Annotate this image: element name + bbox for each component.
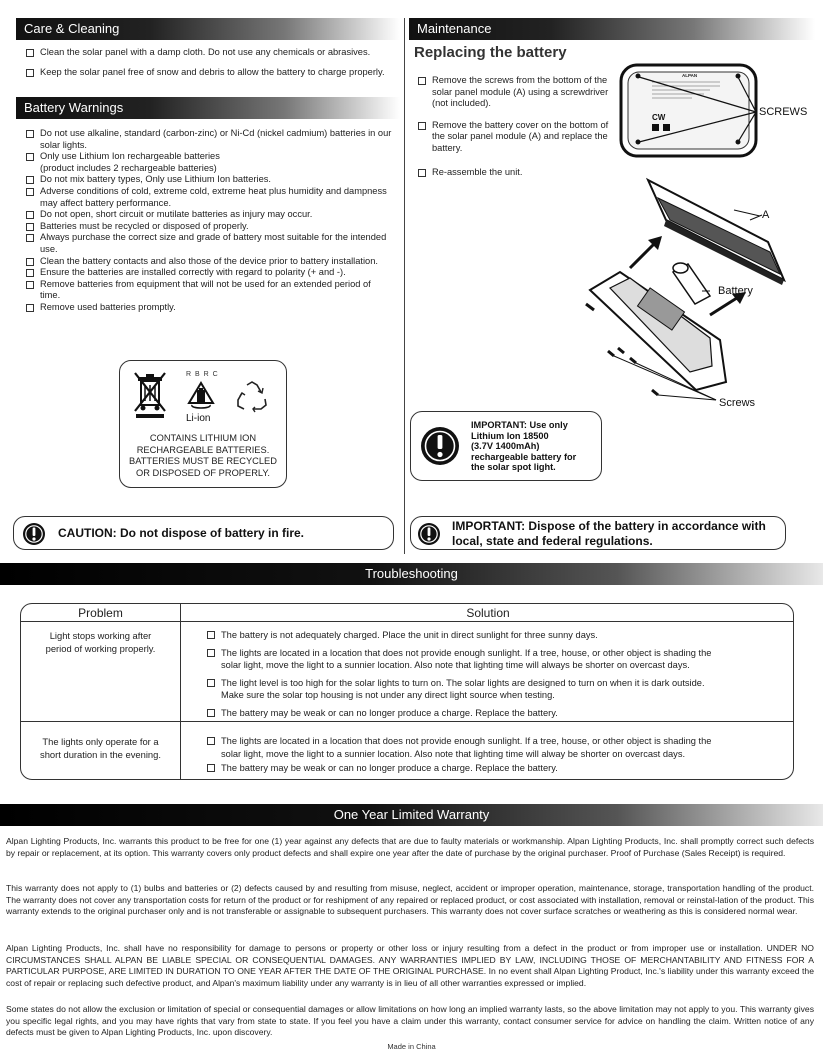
column-divider <box>404 18 405 554</box>
problem-line: short duration in the evening. <box>40 748 161 760</box>
list-item: Only use Lithium Ion rechargeable batteries (product includes 2 rechargeable batteries) <box>20 151 392 174</box>
list-item <box>201 647 791 672</box>
list-item: Remove the battery cover on the bottom of the solar panel module (A) and replace the battery. <box>412 120 618 155</box>
maintenance-title: Maintenance <box>417 21 492 36</box>
column-header-problem: Problem <box>78 606 123 620</box>
care-list <box>20 47 400 78</box>
care-header <box>16 18 400 40</box>
caption-line: RECHARGEABLE BATTERIES. <box>136 444 270 455</box>
caution-message: Do not dispose of battery in fire. <box>116 526 305 540</box>
important-battery-notice <box>410 411 602 481</box>
warranty-title: One Year Limited Warranty <box>333 807 490 822</box>
troubleshooting-table <box>20 603 794 780</box>
list-item: Do not mix battery types, Only use Lithium Ion batteries. <box>20 174 392 186</box>
warnings-header <box>16 97 400 119</box>
replacing-battery-title: Replacing the battery <box>414 44 567 61</box>
list-item: Ensure the batteries are installed correctly with regard to polarity (+ and -). <box>20 267 392 279</box>
warranty-paragraph: Alpan Lighting Products, Inc. warrants this product to be free for one (1) year against any defects that are due to faulty materials or workmanship. Alpan Lighting Products, Inc. shall promptly correct such defects by repair or replacement, at its option. This warranty covers only product defects and shall expire one year after the date of purchase by the original purchaser. Proof of Purchase (Sales Receipt) is required. <box>6 836 814 858</box>
list-item: Keep the solar panel free of snow and debris to allow the battery to charge properly. <box>20 67 400 79</box>
important-battery-text <box>471 420 576 473</box>
device-brand: ALPAN <box>682 73 698 78</box>
notice-line: IMPORTANT: Dispose of the battery in accordance with <box>452 519 766 533</box>
caption-line: BATTERIES MUST BE RECYCLED <box>129 456 277 466</box>
caution-text <box>58 526 304 540</box>
list-item: Clean the solar panel with a damp cloth. Do not use any chemicals or abrasives. <box>20 47 400 59</box>
caption-line: CONTAINS LITHIUM ION <box>149 433 257 443</box>
list-item: Remove the screws from the bottom of the solar panel module (A) using a screwdriver (not included). <box>412 75 618 110</box>
column-header-solution: Solution <box>466 606 510 620</box>
notice-line: local, state and federal regulations. <box>452 534 653 548</box>
list-item: Do not open, short circuit or mutilate batteries as injury may occur. <box>20 209 392 221</box>
warranty-header <box>0 804 823 826</box>
notice-line: the solar spot light. <box>471 462 556 473</box>
exclamation-icon <box>22 522 46 546</box>
solution-line: solar light, move the light to a sunnier location. Also note that lighting time will always be shorter on overcast days. <box>221 660 690 670</box>
warnings-title: Battery Warnings <box>24 100 124 115</box>
warnings-list <box>20 128 392 314</box>
crossed-out-bin-icon <box>132 369 168 419</box>
table-row-solutions <box>201 629 791 719</box>
li-ion-label: Li-ion <box>186 413 211 424</box>
rbrc-label: R B R C <box>186 371 219 378</box>
list-item: Clean the battery contacts and also those of the device prior to battery installation. <box>20 256 392 268</box>
table-row-problem <box>21 736 180 761</box>
battery-label: Battery <box>718 285 753 297</box>
maintenance-header <box>409 18 815 40</box>
list-item: Re-assemble the unit. <box>412 167 618 179</box>
warranty-paragraph: This warranty does not apply to (1) bulbs and batteries or (2) defects caused by and resulting from misuse, neglect, accident or improper operation, maintenance, storage, transportation handling of the product. The warranty does not cover any transportation costs for return of the product or for reshipment of any repaired or replaced product, or cost associated with installation, removal or reinstal-lation of the product. This warranty extends to the original purchaser only and is not transferable or assignable to subsequent purchasers. This warranty does not cover surface scratches or weathering as this is considered normal wear. <box>6 883 814 917</box>
list-item <box>201 762 791 775</box>
warranty-paragraph: Some states do not allow the exclusion or limitation of special or consequential damages or allow limitations on how long an implied warranty lasts, so the above limitation may not apply to you. This warranty gives you specific legal rights, and you may have rights that vary from state to state. If you feel you have a claim under this warranty, contact consumer service for advice on handling the claim. Written notice of any defects must be given to Alpan Lighting Products, Inc. upon discovery. <box>6 1004 814 1038</box>
recycling-notice <box>119 360 287 488</box>
notice-line: IMPORTANT: Use only <box>471 420 568 430</box>
notice-line: rechargeable battery for <box>471 451 577 462</box>
troubleshooting-title: Troubleshooting <box>365 566 458 581</box>
table-row-problem <box>21 630 180 655</box>
screws-label-top: SCREWS <box>759 106 808 118</box>
cw-label: CW <box>652 113 666 122</box>
care-title: Care & Cleaning <box>24 21 120 36</box>
battery-recycle-icon <box>186 381 216 411</box>
caption-line: OR DISPOSED OF PROPERLY. <box>136 467 270 478</box>
list-item: Remove used batteries promptly. <box>20 302 392 314</box>
solution-line: The light level is too high for the solar lights to turn on. The solar lights are designed to turn on when it is dark outside. <box>221 677 705 688</box>
list-item: Do not use alkaline, standard (carbon-zinc) or Ni-Cd (nickel cadmium) batteries in our solar lights. <box>20 128 392 151</box>
list-item: Adverse conditions of cold, extreme cold, extreme heat plus humidity and dampness may affect battery performance. <box>20 186 392 209</box>
notice-line: Lithium Ion 18500 <box>471 430 549 441</box>
important-dispose-text <box>452 519 766 549</box>
solution-line: The lights are located in a location that does not provide enough sunlight. If a tree, house, or other object is shading the <box>221 647 712 658</box>
problem-line: The lights only operate for a <box>42 736 159 747</box>
list-item: Remove batteries from equipment that will not be used for an extended period of time. <box>20 279 392 302</box>
solution-line: Make sure the solar top housing is not under any direct light source when testing. <box>221 690 555 700</box>
caution-notice <box>13 516 394 550</box>
exclamation-icon <box>420 426 460 466</box>
list-item <box>201 707 791 720</box>
table-row-solutions <box>201 735 791 775</box>
list-item: Always purchase the correct size and grade of battery most suitable for the intended use. <box>20 232 392 255</box>
solution-line: The lights are located in a location that does not provide enough sunlight. If a tree, house, or other object is shading the <box>221 736 712 746</box>
solution-line: The battery is not adequately charged. Place the unit in direct sunlight for three sunny days. <box>221 630 598 640</box>
exclamation-icon <box>417 522 441 546</box>
solution-line: The battery may be weak or can no longer produce a charge. Replace the battery. <box>221 707 558 718</box>
list-item <box>201 629 791 642</box>
table-row-divider <box>21 721 793 722</box>
table-column-divider <box>180 604 181 779</box>
maintenance-steps <box>412 75 618 178</box>
problem-line: period of working properly. <box>45 642 156 654</box>
warranty-paragraph: Alpan Lighting Products, Inc. shall have no responsibility for damage to persons or property or other loss or injury resulting from a defect in the product or from improper use or installation. UNDER NO CIRCUMSTANCES SHALL ALPAN BE LIABLE SPECIAL OR CONSEQUENTIAL DAMAGES. ANY WARRANTIES IMPLIED BY LAW, INCLUDING THOSE OF MERCHANTABILITY AND FITNESS FOR A PARTICULAR PURPOSE, ARE LIMITED IN DURATION TO ONE YEAR AFTER THE DATE OF THE ORIGINAL PURCHASE. In no event shall Alpan Lighting Product, Inc.'s liability under this warranty exceed the cost of repair or replacing such defective product, and Alpan's maximum liability under any warranty is in lieu of all other warranties expressed or implied. <box>6 943 814 988</box>
exploded-assembly-diagram <box>570 170 823 410</box>
caution-label: CAUTION: <box>58 526 117 540</box>
troubleshooting-header <box>0 563 823 585</box>
list-item: Batteries must be recycled or disposed of properly. <box>20 221 392 233</box>
notice-line: (3.7V 1400mAh) <box>471 441 540 452</box>
important-dispose-notice <box>410 516 786 550</box>
solution-line: The battery may be weak or can no longer produce a charge. Replace the battery. <box>221 763 558 773</box>
problem-line: Light stops working after <box>49 630 152 641</box>
recycling-caption <box>120 433 286 479</box>
recycle-icon <box>235 381 269 413</box>
made-in-label: Made in China <box>387 1042 436 1051</box>
list-item <box>201 677 791 702</box>
solution-line: solar light, move the light to a sunnier location. Also note that lighting time will alway be shorter on overcast days. <box>221 748 686 759</box>
label-a: A <box>762 209 770 221</box>
screws-label-bottom: Screws <box>719 397 756 409</box>
list-item <box>201 735 791 760</box>
